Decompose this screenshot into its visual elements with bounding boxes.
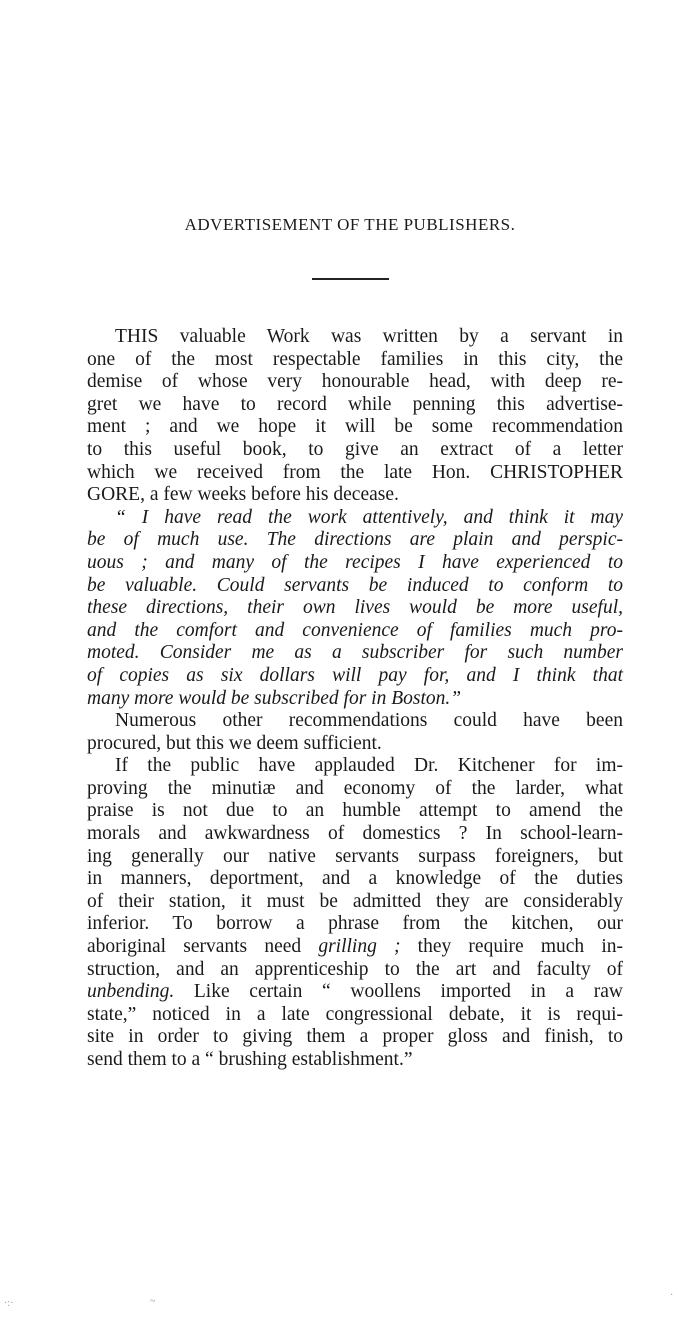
text-line: of their station, it must be admitted they are considerably (87, 890, 623, 912)
text-fragment: Like certain “ woollens imported in a raw (174, 981, 623, 1003)
quote-line: moted. Consider me as a subscriber for such number (87, 642, 623, 664)
text-line: ing generally our native servants surpass foreigners, but (87, 845, 623, 867)
text-line (87, 936, 623, 959)
heading-rule (312, 278, 389, 280)
text-line: struction, and an apprenticeship to the art and faculty of (87, 958, 623, 980)
text-line: gret we have to record while penning this advertise- (87, 393, 623, 415)
text-line: in manners, deportment, and a knowledge of the duties (87, 868, 623, 890)
text-fragment: which we received from the late Hon. (87, 461, 491, 483)
text-line: procured, but this we deem sufficient. (87, 732, 382, 754)
text-line: THIS valuable Work was written by a servant in (115, 326, 623, 347)
text-line: ment ; and we hope it will be some recommendation (87, 416, 623, 438)
quote-line: these directions, their own lives would be more useful, (87, 597, 623, 619)
text-line: send them to a “ brushing establishment.” (87, 1049, 413, 1070)
text-fragment: aboriginal servants need (87, 936, 319, 958)
text-line: state,” noticed in a late congressional debate, it is requi- (87, 1003, 623, 1025)
page-heading: ADVERTISEMENT OF THE PUBLISHERS. (184, 215, 516, 234)
text-line: inferior. To borrow a phrase from the kitchen, our (87, 913, 623, 935)
text-line: praise is not due to an humble attempt to amend the (87, 800, 623, 822)
quote-line: “ I have read the work attentively, and think it may (115, 506, 623, 528)
text-line (87, 462, 623, 485)
text-line (87, 981, 623, 1004)
text-fragment: they require much in- (400, 936, 623, 958)
quote-line: of copies as six dollars will pay for, and I think that (87, 664, 623, 686)
text-line: Numerous other recommendations could have been (115, 710, 623, 732)
page-speck: ~ (150, 1296, 156, 1307)
quote-line: uous ; and many of the recipes I have experienced to (87, 551, 623, 573)
text-line: one of the most respectable families in this city, the (87, 348, 623, 370)
italic-word: unbending. (87, 981, 175, 1003)
text-line: GORE, a few weeks before his decease. (87, 484, 399, 506)
quote-line: be valuable. Could servants be induced to conform to (87, 574, 623, 596)
quote-line: many more would be subscribed for in Boston.” (87, 687, 462, 709)
quote-line: be of much use. The directions are plain and perspic- (87, 529, 623, 551)
text-line: If the public have applauded Dr. Kitchener for im- (115, 755, 623, 777)
text-line: to this useful book, to give an extract of a letter (87, 438, 623, 460)
advertisement-text (87, 326, 623, 1072)
text-line: site in order to giving them a proper gloss and finish, to (87, 1026, 623, 1048)
page-speck: · (670, 1290, 674, 1301)
text-line: demise of whose very honourable head, with deep re- (87, 371, 623, 393)
page-speck: ·:· (4, 1298, 14, 1309)
italic-word: grilling ; (318, 936, 401, 958)
person-name: CHRISTOPHER (490, 461, 623, 483)
text-line: proving the minutiæ and economy of the larder, what (87, 777, 623, 799)
quote-line: and the comfort and convenience of families much pro- (87, 619, 623, 641)
text-line: morals and awkwardness of domestics ? In school-learn- (87, 823, 623, 845)
